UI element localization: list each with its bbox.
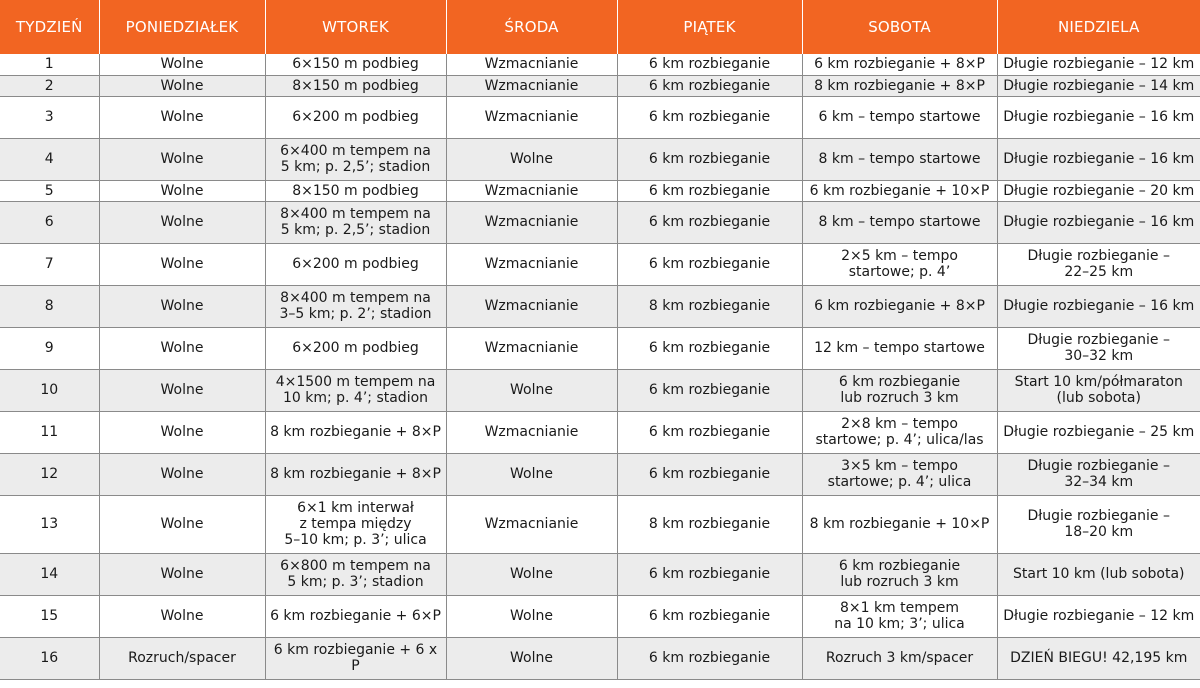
table-row — [0, 75, 1200, 96]
cell-week: 12 — [0, 453, 99, 495]
cell-wednesday: Wolne — [446, 595, 617, 637]
cell-tuesday: 8×150 m podbieg — [265, 75, 446, 96]
cell-friday: 6 km rozbieganie — [617, 96, 802, 138]
cell-week: 6 — [0, 201, 99, 243]
cell-wednesday: Wolne — [446, 138, 617, 180]
cell-tuesday: 6×400 m tempem na 5 km; p. 2,5’; stadion — [265, 138, 446, 180]
cell-wednesday: Wzmacnianie — [446, 201, 617, 243]
cell-friday: 6 km rozbieganie — [617, 180, 802, 201]
cell-tuesday: 8 km rozbieganie + 8×P — [265, 411, 446, 453]
cell-wednesday: Wzmacnianie — [446, 411, 617, 453]
table-row — [0, 327, 1200, 369]
cell-friday: 8 km rozbieganie — [617, 495, 802, 553]
cell-sunday: Długie rozbieganie – 14 km — [997, 75, 1200, 96]
cell-wednesday: Wolne — [446, 553, 617, 595]
cell-monday: Wolne — [99, 243, 265, 285]
cell-monday: Wolne — [99, 453, 265, 495]
cell-sunday: Długie rozbieganie – 32–34 km — [997, 453, 1200, 495]
header-sunday: NIEDZIELA — [997, 0, 1200, 54]
header-monday: PONIEDZIAŁEK — [99, 0, 265, 54]
table-row — [0, 453, 1200, 495]
cell-friday: 8 km rozbieganie — [617, 285, 802, 327]
cell-saturday: 2×8 km – tempo startowe; p. 4’; ulica/las — [802, 411, 997, 453]
cell-sunday: Długie rozbieganie – 12 km — [997, 595, 1200, 637]
cell-sunday: Długie rozbieganie – 18–20 km — [997, 495, 1200, 553]
cell-tuesday: 6×200 m podbieg — [265, 327, 446, 369]
cell-wednesday: Wzmacnianie — [446, 54, 617, 75]
cell-tuesday: 8×400 m tempem na 5 km; p. 2,5’; stadion — [265, 201, 446, 243]
table-row — [0, 243, 1200, 285]
cell-week: 13 — [0, 495, 99, 553]
table-row — [0, 553, 1200, 595]
cell-monday: Wolne — [99, 369, 265, 411]
cell-wednesday: Wzmacnianie — [446, 327, 617, 369]
cell-week: 14 — [0, 553, 99, 595]
header-tuesday: WTOREK — [265, 0, 446, 54]
cell-saturday: 6 km rozbieganie + 10×P — [802, 180, 997, 201]
cell-week: 7 — [0, 243, 99, 285]
cell-wednesday: Wzmacnianie — [446, 180, 617, 201]
cell-monday: Wolne — [99, 180, 265, 201]
header-friday: PIĄTEK — [617, 0, 802, 54]
cell-sunday: Długie rozbieganie – 16 km — [997, 285, 1200, 327]
cell-wednesday: Wzmacnianie — [446, 75, 617, 96]
header-wednesday: ŚRODA — [446, 0, 617, 54]
cell-monday: Wolne — [99, 411, 265, 453]
cell-wednesday: Wolne — [446, 637, 617, 679]
cell-friday: 6 km rozbieganie — [617, 595, 802, 637]
cell-saturday: 12 km – tempo startowe — [802, 327, 997, 369]
cell-friday: 6 km rozbieganie — [617, 553, 802, 595]
cell-friday: 6 km rozbieganie — [617, 327, 802, 369]
cell-monday: Wolne — [99, 553, 265, 595]
cell-wednesday: Wolne — [446, 453, 617, 495]
table-row — [0, 411, 1200, 453]
cell-friday: 6 km rozbieganie — [617, 453, 802, 495]
cell-week: 1 — [0, 54, 99, 75]
cell-monday: Wolne — [99, 75, 265, 96]
cell-wednesday: Wzmacnianie — [446, 96, 617, 138]
cell-saturday: 6 km – tempo startowe — [802, 96, 997, 138]
cell-week: 9 — [0, 327, 99, 369]
table-row — [0, 138, 1200, 180]
cell-tuesday: 8×150 m podbieg — [265, 180, 446, 201]
cell-saturday: 3×5 km – tempo startowe; p. 4’; ulica — [802, 453, 997, 495]
cell-week: 4 — [0, 138, 99, 180]
cell-monday: Wolne — [99, 285, 265, 327]
cell-saturday: 6 km rozbieganie + 8×P — [802, 285, 997, 327]
cell-monday: Wolne — [99, 595, 265, 637]
table-row — [0, 201, 1200, 243]
cell-friday: 6 km rozbieganie — [617, 637, 802, 679]
table-row — [0, 54, 1200, 75]
header-row — [0, 0, 1200, 54]
cell-monday: Wolne — [99, 201, 265, 243]
cell-saturday: 6 km rozbieganie lub rozruch 3 km — [802, 369, 997, 411]
cell-tuesday: 4×1500 m tempem na 10 km; p. 4’; stadion — [265, 369, 446, 411]
cell-tuesday: 6 km rozbieganie + 6×P — [265, 595, 446, 637]
cell-saturday: 8 km rozbieganie + 10×P — [802, 495, 997, 553]
cell-saturday: 6 km rozbieganie + 8×P — [802, 54, 997, 75]
cell-saturday: 8 km – tempo startowe — [802, 138, 997, 180]
cell-saturday: Rozruch 3 km/spacer — [802, 637, 997, 679]
cell-week: 11 — [0, 411, 99, 453]
cell-tuesday: 8 km rozbieganie + 8×P — [265, 453, 446, 495]
table-row — [0, 285, 1200, 327]
cell-tuesday: 6×800 m tempem na 5 km; p. 3’; stadion — [265, 553, 446, 595]
cell-tuesday: 6×200 m podbieg — [265, 96, 446, 138]
cell-week: 10 — [0, 369, 99, 411]
table-row — [0, 495, 1200, 553]
cell-sunday: Długie rozbieganie – 16 km — [997, 201, 1200, 243]
cell-saturday: 2×5 km – tempo startowe; p. 4’ — [802, 243, 997, 285]
header-week: TYDZIEŃ — [0, 0, 99, 54]
cell-friday: 6 km rozbieganie — [617, 369, 802, 411]
cell-week: 8 — [0, 285, 99, 327]
cell-wednesday: Wzmacnianie — [446, 243, 617, 285]
cell-friday: 6 km rozbieganie — [617, 138, 802, 180]
cell-monday: Wolne — [99, 327, 265, 369]
cell-friday: 6 km rozbieganie — [617, 54, 802, 75]
cell-friday: 6 km rozbieganie — [617, 243, 802, 285]
cell-week: 5 — [0, 180, 99, 201]
table-row — [0, 96, 1200, 138]
cell-week: 3 — [0, 96, 99, 138]
cell-tuesday: 6 km rozbieganie + 6 x P — [265, 637, 446, 679]
cell-sunday: Długie rozbieganie – 30–32 km — [997, 327, 1200, 369]
cell-week: 16 — [0, 637, 99, 679]
cell-saturday: 8 km rozbieganie + 8×P — [802, 75, 997, 96]
header-saturday: SOBOTA — [802, 0, 997, 54]
cell-monday: Wolne — [99, 138, 265, 180]
cell-wednesday: Wolne — [446, 369, 617, 411]
cell-week: 2 — [0, 75, 99, 96]
cell-wednesday: Wzmacnianie — [446, 495, 617, 553]
cell-monday: Wolne — [99, 495, 265, 553]
table-body — [0, 54, 1200, 679]
cell-saturday: 6 km rozbieganie lub rozruch 3 km — [802, 553, 997, 595]
cell-sunday: Długie rozbieganie – 16 km — [997, 138, 1200, 180]
cell-sunday: Długie rozbieganie – 25 km — [997, 411, 1200, 453]
cell-week: 15 — [0, 595, 99, 637]
cell-sunday: Długie rozbieganie – 12 km — [997, 54, 1200, 75]
cell-friday: 6 km rozbieganie — [617, 411, 802, 453]
cell-sunday: Start 10 km (lub sobota) — [997, 553, 1200, 595]
cell-tuesday: 6×150 m podbieg — [265, 54, 446, 75]
cell-tuesday: 8×400 m tempem na 3–5 km; p. 2’; stadion — [265, 285, 446, 327]
cell-tuesday: 6×1 km interwał z tempa między 5–10 km; p. 3’; ulica — [265, 495, 446, 553]
table-row — [0, 595, 1200, 637]
cell-friday: 6 km rozbieganie — [617, 75, 802, 96]
cell-wednesday: Wzmacnianie — [446, 285, 617, 327]
cell-saturday: 8×1 km tempem na 10 km; 3’; ulica — [802, 595, 997, 637]
cell-friday: 6 km rozbieganie — [617, 201, 802, 243]
cell-monday: Wolne — [99, 96, 265, 138]
cell-saturday: 8 km – tempo startowe — [802, 201, 997, 243]
cell-monday: Rozruch/spacer — [99, 637, 265, 679]
cell-sunday: Start 10 km/półmaraton (lub sobota) — [997, 369, 1200, 411]
cell-monday: Wolne — [99, 54, 265, 75]
cell-sunday: Długie rozbieganie – 22–25 km — [997, 243, 1200, 285]
table-row — [0, 369, 1200, 411]
table-row — [0, 637, 1200, 679]
cell-sunday: DZIEŃ BIEGU! 42,195 km — [997, 637, 1200, 679]
table-row — [0, 180, 1200, 201]
cell-sunday: Długie rozbieganie – 16 km — [997, 96, 1200, 138]
cell-sunday: Długie rozbieganie – 20 km — [997, 180, 1200, 201]
cell-tuesday: 6×200 m podbieg — [265, 243, 446, 285]
